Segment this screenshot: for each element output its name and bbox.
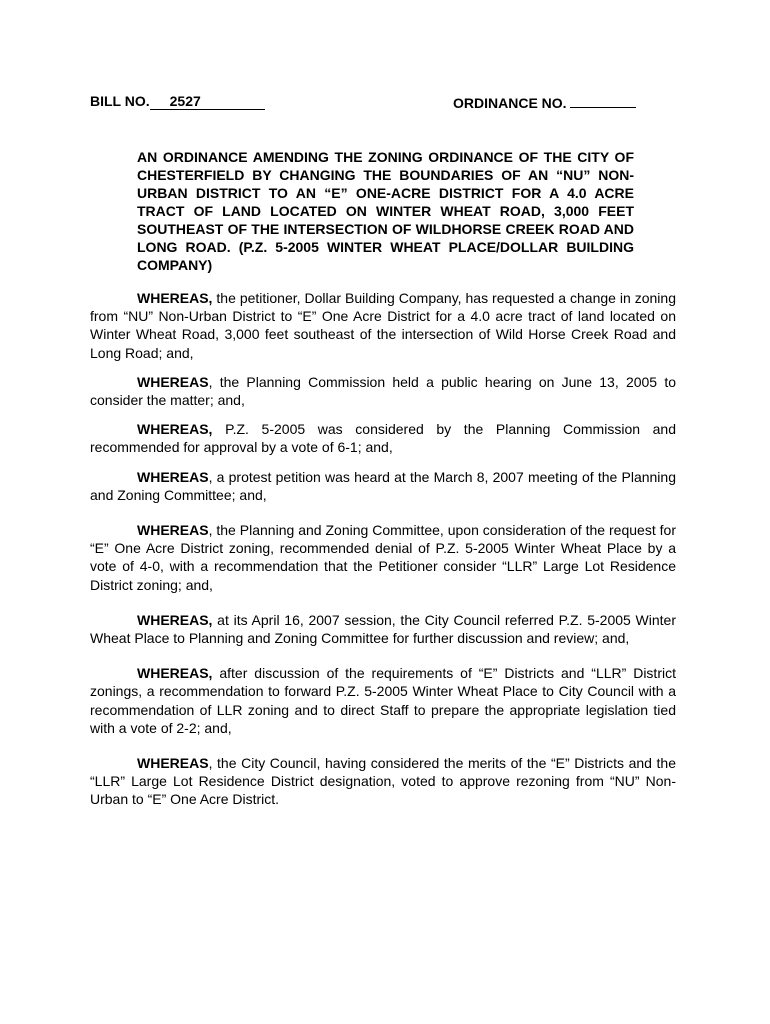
whereas-lead: WHEREAS, — [137, 611, 213, 628]
whereas-paragraph — [90, 289, 676, 362]
whereas-paragraph — [90, 521, 676, 594]
paragraph-text: at its April 16, 2007 session, the City Council referred P.Z. 5-2005 Winter Wheat Place to Planning and Zoning Committee for further discussion and review; and, — [90, 611, 676, 647]
whereas-paragraph — [90, 611, 676, 647]
recitals — [90, 289, 676, 820]
paragraph-text: , the City Council, having considered the merits of the “E” Districts and the “LLR” Large Lot Residence District designation, voted to approve rezoning from “NU” Non-Urban to “E” One Acre District. — [90, 755, 676, 808]
ordinance-label: ORDINANCE NO. — [453, 95, 567, 111]
paragraph-text: P.Z. 5-2005 was considered by the Planning Commission and recommended for approval by a vote of 6-1; and, — [90, 421, 676, 456]
document-header — [90, 93, 680, 113]
ordinance-number-blank — [570, 93, 636, 108]
bill-number-field — [90, 93, 265, 110]
whereas-paragraph — [90, 373, 676, 409]
whereas-lead: WHEREAS, — [137, 290, 213, 306]
whereas-lead: WHEREAS, — [137, 421, 213, 438]
whereas-paragraph — [90, 754, 676, 809]
paragraph-text: the petitioner, Dollar Building Company, has requested a change in zoning from “NU” Non-Urban District to “E” One Acre District for a 4.0 acre tract of land located on Winter Wheat Road, 3,000 feet southeast of the intersection of Wild Horse Creek Road and Long Road; and, — [90, 290, 676, 361]
paragraph-text: , the Planning and Zoning Committee, upon consideration of the request for “E” One Acre District zoning, recommended denial of P.Z. 5-2005 Winter Wheat Place by a vote of 4-0, with a recommendation that the Petitioner consider “LLR” Large Lot Residence District zoning; and, — [90, 522, 676, 593]
whereas-paragraph — [90, 420, 676, 456]
whereas-lead: WHEREAS — [137, 373, 209, 390]
bill-label: BILL NO. — [90, 93, 150, 109]
whereas-lead: WHEREAS, — [137, 665, 213, 682]
ordinance-title: AN ORDINANCE AMENDING THE ZONING ORDINANCE OF THE CITY OF CHESTERFIELD BY CHANGING THE BOUNDARIES OF AN “NU” NON-URBAN DISTRICT TO AN “E” ONE-ACRE DISTRICT FOR A 4.0 ACRE TRACT OF LAND LOCATED ON WINTER WHEAT ROAD, 3,000 FEET SOUTHEAST OF THE INTERSECTION OF WILDHORSE CREEK ROAD AND LONG ROAD. (P.Z. 5-2005 WINTER WHEAT PLACE/DOLLAR BUILDING COMPANY) — [137, 149, 634, 273]
whereas-lead: WHEREAS — [137, 468, 209, 485]
whereas-lead: WHEREAS — [137, 522, 209, 539]
whereas-lead: WHEREAS — [137, 755, 209, 772]
ordinance-number-field — [453, 93, 636, 111]
bill-number-value: 2527 — [150, 94, 265, 110]
paragraph-text: , a protest petition was heard at the March 8, 2007 meeting of the Planning and Zoning Committee; and, — [90, 468, 676, 503]
whereas-paragraph — [90, 468, 676, 504]
paragraph-text: after discussion of the requirements of “E” Districts and “LLR” District zonings, a recommendation to forward P.Z. 5-2005 Winter Wheat Place to City Council with a recommendation of LLR zoning and to direct Staff to prepare the appropriate legislation tied with a vote of 2-2; and, — [90, 665, 676, 736]
whereas-paragraph — [90, 664, 676, 737]
paragraph-text: , the Planning Commission held a public hearing on June 13, 2005 to consider the matter; and, — [90, 373, 676, 409]
